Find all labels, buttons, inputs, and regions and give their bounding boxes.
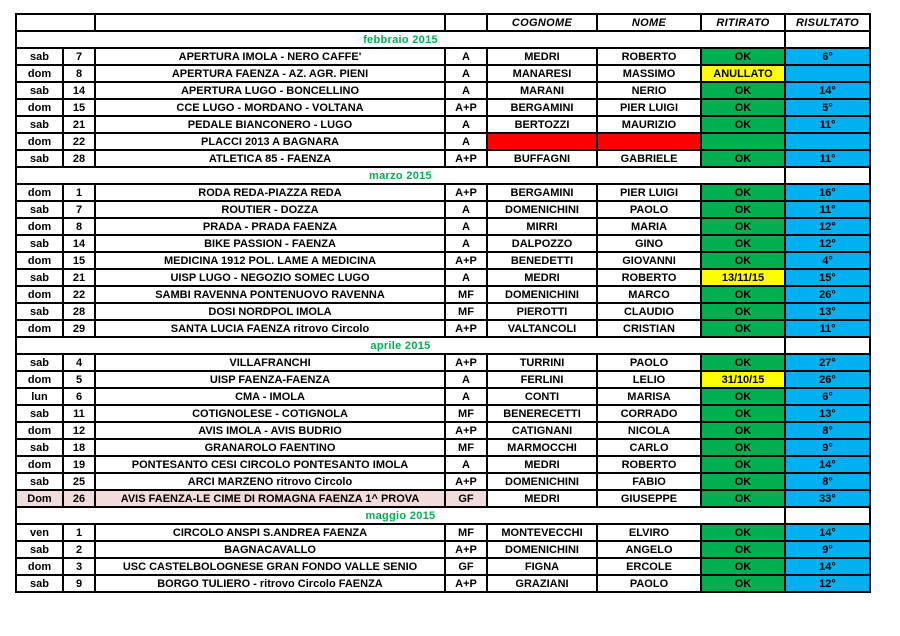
category-cell: A+P bbox=[445, 354, 487, 371]
month-band-spacer bbox=[785, 507, 870, 524]
daynum-cell: 25 bbox=[63, 473, 95, 490]
ritirato-cell: OK bbox=[701, 354, 785, 371]
risultato-cell: 27° bbox=[785, 354, 870, 371]
event-cell: APERTURA IMOLA - NERO CAFFE' bbox=[95, 48, 445, 65]
event-row bbox=[16, 303, 870, 320]
event-cell: CCE LUGO - MORDANO - VOLTANA bbox=[95, 99, 445, 116]
daynum-cell: 21 bbox=[63, 269, 95, 286]
category-cell: A bbox=[445, 133, 487, 150]
ritirato-cell: OK bbox=[701, 235, 785, 252]
day-cell: sab bbox=[16, 235, 63, 252]
event-cell: VILLAFRANCHI bbox=[95, 354, 445, 371]
risultato-cell: 14° bbox=[785, 558, 870, 575]
ritirato-cell: OK bbox=[701, 201, 785, 218]
risultato-cell: 8° bbox=[785, 422, 870, 439]
category-cell: A bbox=[445, 456, 487, 473]
cognome-cell: MEDRI bbox=[487, 269, 597, 286]
daynum-cell: 9 bbox=[63, 575, 95, 592]
event-row bbox=[16, 218, 870, 235]
daynum-cell: 14 bbox=[63, 235, 95, 252]
daynum-cell: 22 bbox=[63, 286, 95, 303]
event-row bbox=[16, 150, 870, 167]
daynum-cell: 12 bbox=[63, 422, 95, 439]
month-row bbox=[16, 507, 870, 524]
nome-cell: GABRIELE bbox=[597, 150, 701, 167]
event-row bbox=[16, 371, 870, 388]
nome-cell: MAURIZIO bbox=[597, 116, 701, 133]
category-cell: MF bbox=[445, 303, 487, 320]
event-cell: AVIS FAENZA-LE CIME DI ROMAGNA FAENZA 1^ PROVA bbox=[95, 490, 445, 507]
daynum-cell: 19 bbox=[63, 456, 95, 473]
daynum-cell: 26 bbox=[63, 490, 95, 507]
month-band-spacer bbox=[785, 167, 870, 184]
nome-cell: CLAUDIO bbox=[597, 303, 701, 320]
nome-cell: ERCOLE bbox=[597, 558, 701, 575]
event-cell: GRANAROLO FAENTINO bbox=[95, 439, 445, 456]
daynum-cell: 5 bbox=[63, 371, 95, 388]
event-row bbox=[16, 252, 870, 269]
day-cell: sab bbox=[16, 303, 63, 320]
daynum-cell: 15 bbox=[63, 99, 95, 116]
event-row bbox=[16, 541, 870, 558]
ritirato-cell: 13/11/15 bbox=[701, 269, 785, 286]
event-row bbox=[16, 456, 870, 473]
risultato-cell: 16° bbox=[785, 184, 870, 201]
day-cell: dom bbox=[16, 422, 63, 439]
category-cell: A bbox=[445, 371, 487, 388]
nome-cell: CORRADO bbox=[597, 405, 701, 422]
category-cell: A bbox=[445, 82, 487, 99]
day-cell: Dom bbox=[16, 490, 63, 507]
day-cell: sab bbox=[16, 541, 63, 558]
risultato-cell: 11° bbox=[785, 116, 870, 133]
event-column-header bbox=[95, 14, 445, 31]
ritirato-cell: OK bbox=[701, 82, 785, 99]
day-cell: sab bbox=[16, 150, 63, 167]
ritirato-cell: OK bbox=[701, 405, 785, 422]
cognome-cell: MANARESI bbox=[487, 65, 597, 82]
event-cell: DOSI NORDPOL IMOLA bbox=[95, 303, 445, 320]
day-cell: dom bbox=[16, 218, 63, 235]
cognome-cell: DOMENICHINI bbox=[487, 201, 597, 218]
daynum-cell: 7 bbox=[63, 48, 95, 65]
event-cell: PONTESANTO CESI CIRCOLO PONTESANTO IMOLA bbox=[95, 456, 445, 473]
event-cell: CIRCOLO ANSPI S.ANDREA FAENZA bbox=[95, 524, 445, 541]
nome-cell: PIER LUIGI bbox=[597, 184, 701, 201]
day-cell: dom bbox=[16, 558, 63, 575]
risultato-column-header: RISULTATO bbox=[785, 14, 870, 31]
category-cell: A bbox=[445, 218, 487, 235]
category-cell: A+P bbox=[445, 150, 487, 167]
event-cell: BIKE PASSION - FAENZA bbox=[95, 235, 445, 252]
cognome-cell: BUFFAGNI bbox=[487, 150, 597, 167]
day-cell: dom bbox=[16, 252, 63, 269]
daynum-cell: 2 bbox=[63, 541, 95, 558]
month-row bbox=[16, 31, 870, 48]
category-cell: GF bbox=[445, 490, 487, 507]
ritirato-cell: OK bbox=[701, 473, 785, 490]
category-cell: MF bbox=[445, 439, 487, 456]
day-cell: ven bbox=[16, 524, 63, 541]
event-cell: AVIS IMOLA - AVIS BUDRIO bbox=[95, 422, 445, 439]
daynum-cell: 18 bbox=[63, 439, 95, 456]
day-cell: sab bbox=[16, 269, 63, 286]
ritirato-cell: 31/10/15 bbox=[701, 371, 785, 388]
category-cell: A+P bbox=[445, 541, 487, 558]
event-cell: MEDICINA 1912 POL. LAME A MEDICINA bbox=[95, 252, 445, 269]
nome-cell: CRISTIAN bbox=[597, 320, 701, 337]
day-cell: dom bbox=[16, 286, 63, 303]
cognome-cell: BERGAMINI bbox=[487, 99, 597, 116]
daynum-cell: 1 bbox=[63, 184, 95, 201]
event-cell: APERTURA FAENZA - AZ. AGR. PIENI bbox=[95, 65, 445, 82]
day-cell: sab bbox=[16, 439, 63, 456]
event-row bbox=[16, 575, 870, 592]
cognome-cell: CONTI bbox=[487, 388, 597, 405]
risultato-cell: 13° bbox=[785, 303, 870, 320]
ritirato-cell: OK bbox=[701, 116, 785, 133]
cognome-cell: DOMENICHINI bbox=[487, 286, 597, 303]
event-row bbox=[16, 473, 870, 490]
risultato-cell: 15° bbox=[785, 269, 870, 286]
day-cell: dom bbox=[16, 99, 63, 116]
event-cell: PRADA - PRADA FAENZA bbox=[95, 218, 445, 235]
risultato-cell: 14° bbox=[785, 524, 870, 541]
category-cell: A bbox=[445, 65, 487, 82]
daynum-cell: 28 bbox=[63, 303, 95, 320]
nome-cell: PAOLO bbox=[597, 354, 701, 371]
ritirato-cell: OK bbox=[701, 524, 785, 541]
day-cell: lun bbox=[16, 388, 63, 405]
table-header-row bbox=[16, 14, 870, 31]
ritirato-cell: OK bbox=[701, 439, 785, 456]
category-cell: A+P bbox=[445, 320, 487, 337]
risultato-cell: 12° bbox=[785, 575, 870, 592]
nome-cell: NERIO bbox=[597, 82, 701, 99]
ritirato-cell: OK bbox=[701, 252, 785, 269]
month-band-spacer bbox=[785, 31, 870, 48]
cognome-cell: MEDRI bbox=[487, 48, 597, 65]
event-cell: BAGNACAVALLO bbox=[95, 541, 445, 558]
event-row bbox=[16, 354, 870, 371]
cognome-cell: MARANI bbox=[487, 82, 597, 99]
cognome-cell: MEDRI bbox=[487, 490, 597, 507]
nome-cell: LELIO bbox=[597, 371, 701, 388]
cognome-cell: DALPOZZO bbox=[487, 235, 597, 252]
ritirato-cell: OK bbox=[701, 456, 785, 473]
nome-cell: MARIA bbox=[597, 218, 701, 235]
risultato-cell: 6° bbox=[785, 388, 870, 405]
month-band-label: maggio 2015 bbox=[16, 507, 785, 524]
risultato-cell: 26° bbox=[785, 286, 870, 303]
daynum-cell: 28 bbox=[63, 150, 95, 167]
day-cell: dom bbox=[16, 456, 63, 473]
event-cell: ARCI MARZENO ritrovo Circolo bbox=[95, 473, 445, 490]
category-cell: A bbox=[445, 116, 487, 133]
event-row bbox=[16, 184, 870, 201]
category-cell: A bbox=[445, 269, 487, 286]
nome-cell: PAOLO bbox=[597, 575, 701, 592]
nome-cell bbox=[597, 133, 701, 150]
cognome-cell bbox=[487, 133, 597, 150]
day-cell: dom bbox=[16, 184, 63, 201]
day-cell: sab bbox=[16, 405, 63, 422]
event-cell: ATLETICA 85 - FAENZA bbox=[95, 150, 445, 167]
event-row bbox=[16, 65, 870, 82]
category-column-header bbox=[445, 14, 487, 31]
event-row bbox=[16, 490, 870, 507]
day-cell: sab bbox=[16, 82, 63, 99]
event-cell: UISP LUGO - NEGOZIO SOMEC LUGO bbox=[95, 269, 445, 286]
event-row bbox=[16, 422, 870, 439]
daynum-cell: 6 bbox=[63, 388, 95, 405]
ritirato-cell: OK bbox=[701, 490, 785, 507]
category-cell: A bbox=[445, 235, 487, 252]
risultato-cell: 11° bbox=[785, 150, 870, 167]
nome-cell: CARLO bbox=[597, 439, 701, 456]
category-cell: A+P bbox=[445, 575, 487, 592]
race-results-table bbox=[15, 13, 871, 593]
event-row bbox=[16, 405, 870, 422]
daynum-cell: 11 bbox=[63, 405, 95, 422]
event-cell: PEDALE BIANCONERO - LUGO bbox=[95, 116, 445, 133]
month-band-label: aprile 2015 bbox=[16, 337, 785, 354]
risultato-cell: 13° bbox=[785, 405, 870, 422]
risultato-cell: 5° bbox=[785, 99, 870, 116]
ritirato-cell bbox=[701, 133, 785, 150]
ritirato-column-header: RITIRATO bbox=[701, 14, 785, 31]
cognome-cell: BENEDETTI bbox=[487, 252, 597, 269]
event-row bbox=[16, 235, 870, 252]
day-cell: sab bbox=[16, 116, 63, 133]
category-cell: A bbox=[445, 201, 487, 218]
ritirato-cell: OK bbox=[701, 48, 785, 65]
cognome-column-header: COGNOME bbox=[487, 14, 597, 31]
event-row bbox=[16, 269, 870, 286]
cognome-cell: VALTANCOLI bbox=[487, 320, 597, 337]
category-cell: A+P bbox=[445, 184, 487, 201]
risultato-cell: 12° bbox=[785, 235, 870, 252]
event-cell: UISP FAENZA-FAENZA bbox=[95, 371, 445, 388]
category-cell: A+P bbox=[445, 422, 487, 439]
risultato-cell: 11° bbox=[785, 320, 870, 337]
event-row bbox=[16, 439, 870, 456]
ritirato-cell: OK bbox=[701, 99, 785, 116]
day-cell: sab bbox=[16, 354, 63, 371]
cognome-cell: FERLINI bbox=[487, 371, 597, 388]
daynum-cell: 7 bbox=[63, 201, 95, 218]
event-cell: ROUTIER - DOZZA bbox=[95, 201, 445, 218]
event-row bbox=[16, 524, 870, 541]
event-cell: BORGO TULIERO - ritrovo Circolo FAENZA bbox=[95, 575, 445, 592]
month-band-label: febbraio 2015 bbox=[16, 31, 785, 48]
nome-cell: ANGELO bbox=[597, 541, 701, 558]
risultato-cell: 26° bbox=[785, 371, 870, 388]
ritirato-cell: OK bbox=[701, 218, 785, 235]
nome-cell: GINO bbox=[597, 235, 701, 252]
ritirato-cell: ANULLATO bbox=[701, 65, 785, 82]
cognome-cell: MONTEVECCHI bbox=[487, 524, 597, 541]
table-body bbox=[16, 14, 870, 592]
event-row bbox=[16, 48, 870, 65]
month-band-label: marzo 2015 bbox=[16, 167, 785, 184]
category-cell: MF bbox=[445, 405, 487, 422]
event-row bbox=[16, 388, 870, 405]
event-row bbox=[16, 558, 870, 575]
category-cell: MF bbox=[445, 286, 487, 303]
day-cell: sab bbox=[16, 473, 63, 490]
event-row bbox=[16, 320, 870, 337]
ritirato-cell: OK bbox=[701, 286, 785, 303]
day-cell: sab bbox=[16, 575, 63, 592]
nome-cell: MARCO bbox=[597, 286, 701, 303]
event-row bbox=[16, 133, 870, 150]
cognome-cell: BENERECETTI bbox=[487, 405, 597, 422]
ritirato-cell: OK bbox=[701, 303, 785, 320]
category-cell: A bbox=[445, 48, 487, 65]
month-row bbox=[16, 337, 870, 354]
nome-cell: PIER LUIGI bbox=[597, 99, 701, 116]
category-cell: MF bbox=[445, 524, 487, 541]
nome-cell: GIUSEPPE bbox=[597, 490, 701, 507]
event-row bbox=[16, 201, 870, 218]
day-cell: dom bbox=[16, 65, 63, 82]
nome-cell: ROBERTO bbox=[597, 48, 701, 65]
daynum-cell: 15 bbox=[63, 252, 95, 269]
category-cell: A+P bbox=[445, 473, 487, 490]
cognome-cell: MEDRI bbox=[487, 456, 597, 473]
cognome-cell: BERGAMINI bbox=[487, 184, 597, 201]
nome-cell: MARISA bbox=[597, 388, 701, 405]
nome-column-header: NOME bbox=[597, 14, 701, 31]
event-cell: USC CASTELBOLOGNESE GRAN FONDO VALLE SENIO bbox=[95, 558, 445, 575]
risultato-cell: 33° bbox=[785, 490, 870, 507]
category-cell: A+P bbox=[445, 252, 487, 269]
category-cell: GF bbox=[445, 558, 487, 575]
ritirato-cell: OK bbox=[701, 184, 785, 201]
month-row bbox=[16, 167, 870, 184]
cognome-cell: FIGNA bbox=[487, 558, 597, 575]
daynum-cell: 3 bbox=[63, 558, 95, 575]
event-cell: CMA - IMOLA bbox=[95, 388, 445, 405]
event-cell: SANTA LUCIA FAENZA ritrovo Circolo bbox=[95, 320, 445, 337]
ritirato-cell: OK bbox=[701, 558, 785, 575]
nome-cell: NICOLA bbox=[597, 422, 701, 439]
nome-cell: MASSIMO bbox=[597, 65, 701, 82]
ritirato-cell: OK bbox=[701, 541, 785, 558]
category-cell: A bbox=[445, 388, 487, 405]
daynum-cell: 8 bbox=[63, 218, 95, 235]
event-cell: PLACCI 2013 A BAGNARA bbox=[95, 133, 445, 150]
nome-cell: PAOLO bbox=[597, 201, 701, 218]
event-row bbox=[16, 99, 870, 116]
day-cell: dom bbox=[16, 371, 63, 388]
risultato-cell: 4° bbox=[785, 252, 870, 269]
daynum-cell: 14 bbox=[63, 82, 95, 99]
cognome-cell: DOMENICHINI bbox=[487, 541, 597, 558]
nome-cell: FABIO bbox=[597, 473, 701, 490]
month-band-spacer bbox=[785, 337, 870, 354]
risultato-cell: 12° bbox=[785, 218, 870, 235]
cognome-cell: GRAZIANI bbox=[487, 575, 597, 592]
day-cell: sab bbox=[16, 48, 63, 65]
ritirato-cell: OK bbox=[701, 150, 785, 167]
risultato-cell: 14° bbox=[785, 82, 870, 99]
risultato-cell: 8° bbox=[785, 473, 870, 490]
risultato-cell bbox=[785, 65, 870, 82]
cognome-cell: MARMOCCHI bbox=[487, 439, 597, 456]
event-row bbox=[16, 116, 870, 133]
ritirato-cell: OK bbox=[701, 575, 785, 592]
daynum-cell: 21 bbox=[63, 116, 95, 133]
nome-cell: ELVIRO bbox=[597, 524, 701, 541]
ritirato-cell: OK bbox=[701, 320, 785, 337]
risultato-cell: 6° bbox=[785, 48, 870, 65]
event-row bbox=[16, 82, 870, 99]
day-cell: sab bbox=[16, 201, 63, 218]
daynum-cell: 8 bbox=[63, 65, 95, 82]
nome-cell: ROBERTO bbox=[597, 269, 701, 286]
day-cell: dom bbox=[16, 320, 63, 337]
daynum-cell: 29 bbox=[63, 320, 95, 337]
event-row bbox=[16, 286, 870, 303]
nome-cell: GIOVANNI bbox=[597, 252, 701, 269]
cognome-cell: DOMENICHINI bbox=[487, 473, 597, 490]
event-cell: RODA REDA-PIAZZA REDA bbox=[95, 184, 445, 201]
cognome-cell: BERTOZZI bbox=[487, 116, 597, 133]
nome-cell: ROBERTO bbox=[597, 456, 701, 473]
ritirato-cell: OK bbox=[701, 422, 785, 439]
risultato-cell: 9° bbox=[785, 541, 870, 558]
event-cell: APERTURA LUGO - BONCELLINO bbox=[95, 82, 445, 99]
cognome-cell: PIEROTTI bbox=[487, 303, 597, 320]
daynum-cell: 1 bbox=[63, 524, 95, 541]
ritirato-cell: OK bbox=[701, 388, 785, 405]
event-cell: COTIGNOLESE - COTIGNOLA bbox=[95, 405, 445, 422]
daynum-cell: 22 bbox=[63, 133, 95, 150]
cognome-cell: TURRINI bbox=[487, 354, 597, 371]
day-cell: dom bbox=[16, 133, 63, 150]
risultato-cell: 14° bbox=[785, 456, 870, 473]
risultato-cell: 11° bbox=[785, 201, 870, 218]
day-columns-header bbox=[16, 14, 95, 31]
cognome-cell: MIRRI bbox=[487, 218, 597, 235]
event-cell: SAMBI RAVENNA PONTENUOVO RAVENNA bbox=[95, 286, 445, 303]
daynum-cell: 4 bbox=[63, 354, 95, 371]
risultato-cell bbox=[785, 133, 870, 150]
risultato-cell: 9° bbox=[785, 439, 870, 456]
cognome-cell: CATIGNANI bbox=[487, 422, 597, 439]
category-cell: A+P bbox=[445, 99, 487, 116]
